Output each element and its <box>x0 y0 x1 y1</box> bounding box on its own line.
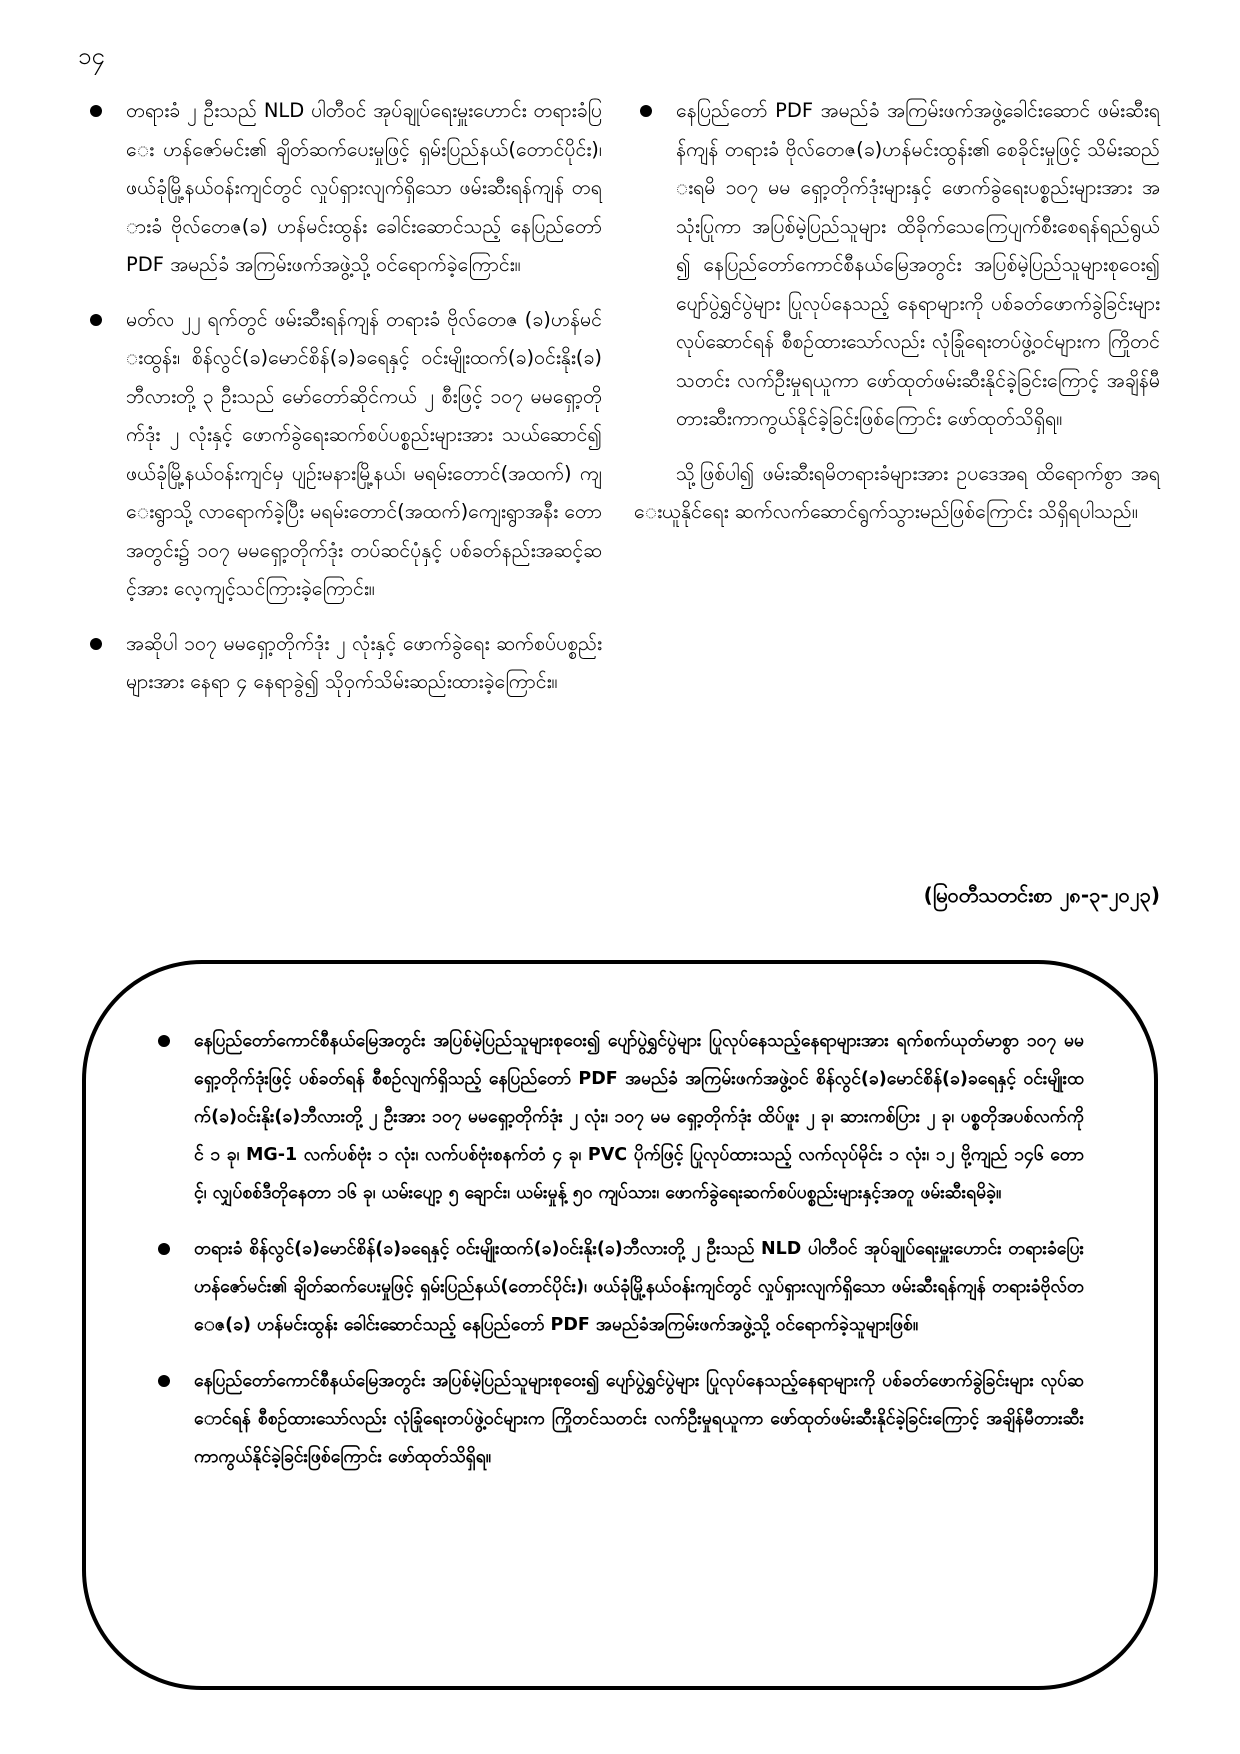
list-item-text: တရားခံ ၂ ဦးသည် NLD ပါတီဝင် အုပ်ချုပ်ရေးမှူးဟောင်း တရားခံပြေး ဟန်ဇော်မင်း၏ ချိတ်ဆက်ပေးမှုဖြင့် ရှမ်းပြည်နယ်(တောင်ပိုင်း)၊ ဖယ်ခုံမြို့နယ်ဝန်းကျင်တွင် လှုပ်ရှားလျက်ရှိသော ဖမ်းဆီးရန်ကျန် တရားခံ ဗိုလ်တေဇ(ခ) ဟန်မင်းထွန်း ခေါင်းဆောင်သည့် နေပြည်တော် PDF အမည်ခံ အကြမ်းဖက်အဖွဲ့သို့ ဝင်ရောက်ခဲ့ကြောင်း။ <box>126 99 602 276</box>
source-citation: (မြဝတီသတင်းစာ ၂၈-၃-၂၀၂၃) <box>923 883 1160 907</box>
summary-item <box>152 1362 1084 1476</box>
bullet-icon <box>158 1243 170 1255</box>
list-item-text: မတ်လ ၂၂ ရက်တွင် ဖမ်းဆီးရန်ကျန် တရားခံ ဗိုလ်တေဇ (ခ)ဟန်မင်းထွန်း၊ စိန်လွင်(ခ)မောင်စိန်(ခ)ခရေနှင့် ဝင်းမျိုးထက်(ခ)ဝင်းနိုး(ခ)ဘီလားတို့ ၃ ဦးသည် မော်တော်ဆိုင်ကယ် ၂ စီးဖြင့် ၁၀၇ မမရှော့တိုက်ဒုံး ၂ လုံးနှင့် ဖောက်ခွဲရေးဆက်စပ်ပစ္စည်းများအား သယ်ဆောင်၍ ဖယ်ခုံမြို့နယ်ဝန်းကျင်မှ ပျဉ်းမနားမြို့နယ်၊ မရမ်းတောင်(အထက်) ကျေးရွာသို့ လာရောက်ခဲ့ပြီး မရမ်းတောင်(အထက်)ကျေးရွာအနီး တောအတွင်း၌ ၁၀၇ မမရှော့တိုက်ဒုံး တပ်ဆင်ပုံနှင့် ပစ်ခတ်နည်းအဆင့်ဆင့်အား လေ့ကျင့်သင်ကြားခဲ့ကြောင်း။ <box>126 307 602 600</box>
bullet-icon <box>90 314 102 326</box>
list-item <box>84 301 602 609</box>
bullet-icon <box>90 638 102 650</box>
list-item-text: နေပြည်တော် PDF အမည်ခံ အကြမ်းဖက်အဖွဲ့ခေါင်းဆောင် ဖမ်းဆီးရန်ကျန် တရားခံ ဗိုလ်တေဇ(ခ)ဟန်မင်းထွန်း၏ စေခိုင်းမှုဖြင့် သိမ်းဆည်းရမိ ၁၀၇ မမ ရှော့တိုက်ဒုံးများနှင့် ဖောက်ခွဲရေးပစ္စည်းများအား အသုံးပြုကာ အပြစ်မဲ့ပြည်သူများ ထိခိုက်သေကြေပျက်စီးစေရန်ရည်ရွယ်၍ နေပြည်တော်ကောင်စီနယ်မြေအတွင်း အပြစ်မဲ့ပြည်သူများစုဝေး၍ ပျော်ပွဲရွှင်ပွဲများ ပြုလုပ်နေသည့် နေရာများကို ပစ်ခတ်ဖောက်ခွဲခြင်းများ လုပ်ဆောင်ရန် စီစဉ်ထားသော်လည်း လုံခြုံရေးတပ်ဖွဲ့ဝင်များက ကြိုတင်သတင်း လက်ဦးမှုရယူကာ ဖော်ထုတ်ဖမ်းဆီးနိုင်ခဲ့ခြင်းကြောင့် အချိန်မီတားဆီးကာကွယ်နိုင်ခဲ့ခြင်းဖြစ်ကြောင်း ဖော်ထုတ်သိရှိရ။ <box>676 99 1160 430</box>
closing-paragraph: သို့ဖြစ်ပါ၍ ဖမ်းဆီးရမိတရားခံများအား ဥပဒေအရ ထိရောက်စွာ အရေးယူနိုင်ရေး ဆက်လက်ဆောင်ရွက်သွားမည်ဖြစ်ကြောင်း သိရှိရပါသည်။ <box>634 461 1160 523</box>
summary-item <box>152 1230 1084 1344</box>
list-item <box>84 92 602 285</box>
article-columns <box>84 92 1160 930</box>
summary-box <box>82 960 1158 1690</box>
summary-item-text: နေပြည်တော်ကောင်စီနယ်မြေအတွင်း အပြစ်မဲ့ပြည်သူများစုဝေး၍ ပျော်ပွဲရွှင်ပွဲများ ပြုလုပ်နေသည့်နေရာများကို ပစ်ခတ်ဖောက်ခွဲခြင်းများ လုပ်ဆောင်ရန် စီစဉ်ထားသော်လည်း လုံခြုံရေးတပ်ဖွဲ့ဝင်များက ကြိုတင်သတင်း လက်ဦးမှုရယူကာ ဖော်ထုတ်ဖမ်းဆီးနိုင်ခဲ့ခြင်းကြောင့် အချိန်မီတားဆီးကာကွယ်နိုင်ခဲ့ခြင်းဖြစ်ကြောင်း ဖော်ထုတ်သိရှိရ။ <box>194 1371 1084 1467</box>
bullet-icon <box>158 1375 170 1387</box>
list-item <box>84 625 602 702</box>
right-column <box>634 92 1160 532</box>
summary-item-text: နေပြည်တော်ကောင်စီနယ်မြေအတွင်း အပြစ်မဲ့ပြည်သူများစုဝေး၍ ပျော်ပွဲရွှင်ပွဲများ ပြုလုပ်နေသည့်နေရာများအား ရက်စက်ယုတ်မာစွာ ၁၀၇ မမ ရှော့တိုက်ဒုံးဖြင့် ပစ်ခတ်ရန် စီစဉ်လျက်ရှိသည့် နေပြည်တော် PDF အမည်ခံ အကြမ်းဖက်အဖွဲ့ဝင် စိန်လွင်(ခ)မောင်စိန်(ခ)ခရေနှင့် ဝင်းမျိုးထက်(ခ)ဝင်းနိုး(ခ)ဘီလားတို့ ၂ ဦးအား ၁၀၇ မမရှော့တိုက်ဒုံး ၂ လုံး၊ ၁၀၇ မမ ရှော့တိုက်ဒုံး ထိပ်ဖူး ၂ ခု၊ ဆားကစ်ပြား ၂ ခု၊ ပစ္စတိုအပစ်လက်ကိုင် ၁ ခု၊ MG-1 လက်ပစ်ဗုံး ၁ လုံး၊ လက်ပစ်ဗုံးစနက်တံ ၄ ခု၊ PVC ပိုက်ဖြင့် ပြုလုပ်ထားသည့် လက်လုပ်မိုင်း ၁ လုံး၊ ၁၂ ဗို့ကျည် ၁၄၆ တောင့်၊ လျှပ်စစ်ဒီတိုနေတာ ၁၆ ခု၊ ယမ်းပျော့ ၅ ချောင်း၊ ယမ်းမှုန့် ၅၀ ကျပ်သား၊ ဖောက်ခွဲရေးဆက်စပ်ပစ္စည်းများနှင့်အတူ ဖမ်းဆီးရမိခဲ့။ <box>194 1031 1084 1203</box>
summary-item-text: တရားခံ စိန်လွင်(ခ)မောင်စိန်(ခ)ခရေနှင့် ဝင်းမျိုးထက်(ခ)ဝင်းနိုး(ခ)ဘီလားတို့ ၂ ဦးသည် NLD ပါတီဝင် အုပ်ချုပ်ရေးမှူးဟောင်း တရားခံပြေး ဟန်ဇော်မင်း၏ ချိတ်ဆက်ပေးမှုဖြင့် ရှမ်းပြည်နယ်(တောင်ပိုင်း)၊ ဖယ်ခုံမြို့နယ်ဝန်းကျင်တွင် လှုပ်ရှားလျက်ရှိသော ဖမ်းဆီးရန်ကျန် တရားခံဗိုလ်တေဇ(ခ) ဟန်မင်းထွန်း ခေါင်းဆောင်သည့် နေပြည်တော် PDF အမည်ခံအကြမ်းဖက်အဖွဲ့သို့ ဝင်ရောက်ခဲ့သူများဖြစ်။ <box>194 1239 1084 1335</box>
list-item <box>634 92 1160 439</box>
bullet-icon <box>158 1035 170 1047</box>
bullet-icon <box>90 105 102 117</box>
page-number: ၁၄ <box>78 42 105 70</box>
left-column <box>84 92 602 718</box>
bullet-icon <box>640 105 652 117</box>
summary-item <box>152 1022 1084 1212</box>
list-item-text: အဆိုပါ ၁၀၇ မမရှော့တိုက်ဒုံး ၂ လုံးနှင့် ဖောက်ခွဲရေး ဆက်စပ်ပစ္စည်းများအား နေရာ ၄ နေရာခွဲ၍ သိုဝှက်သိမ်းဆည်းထားခဲ့ကြောင်း။ <box>126 631 602 693</box>
